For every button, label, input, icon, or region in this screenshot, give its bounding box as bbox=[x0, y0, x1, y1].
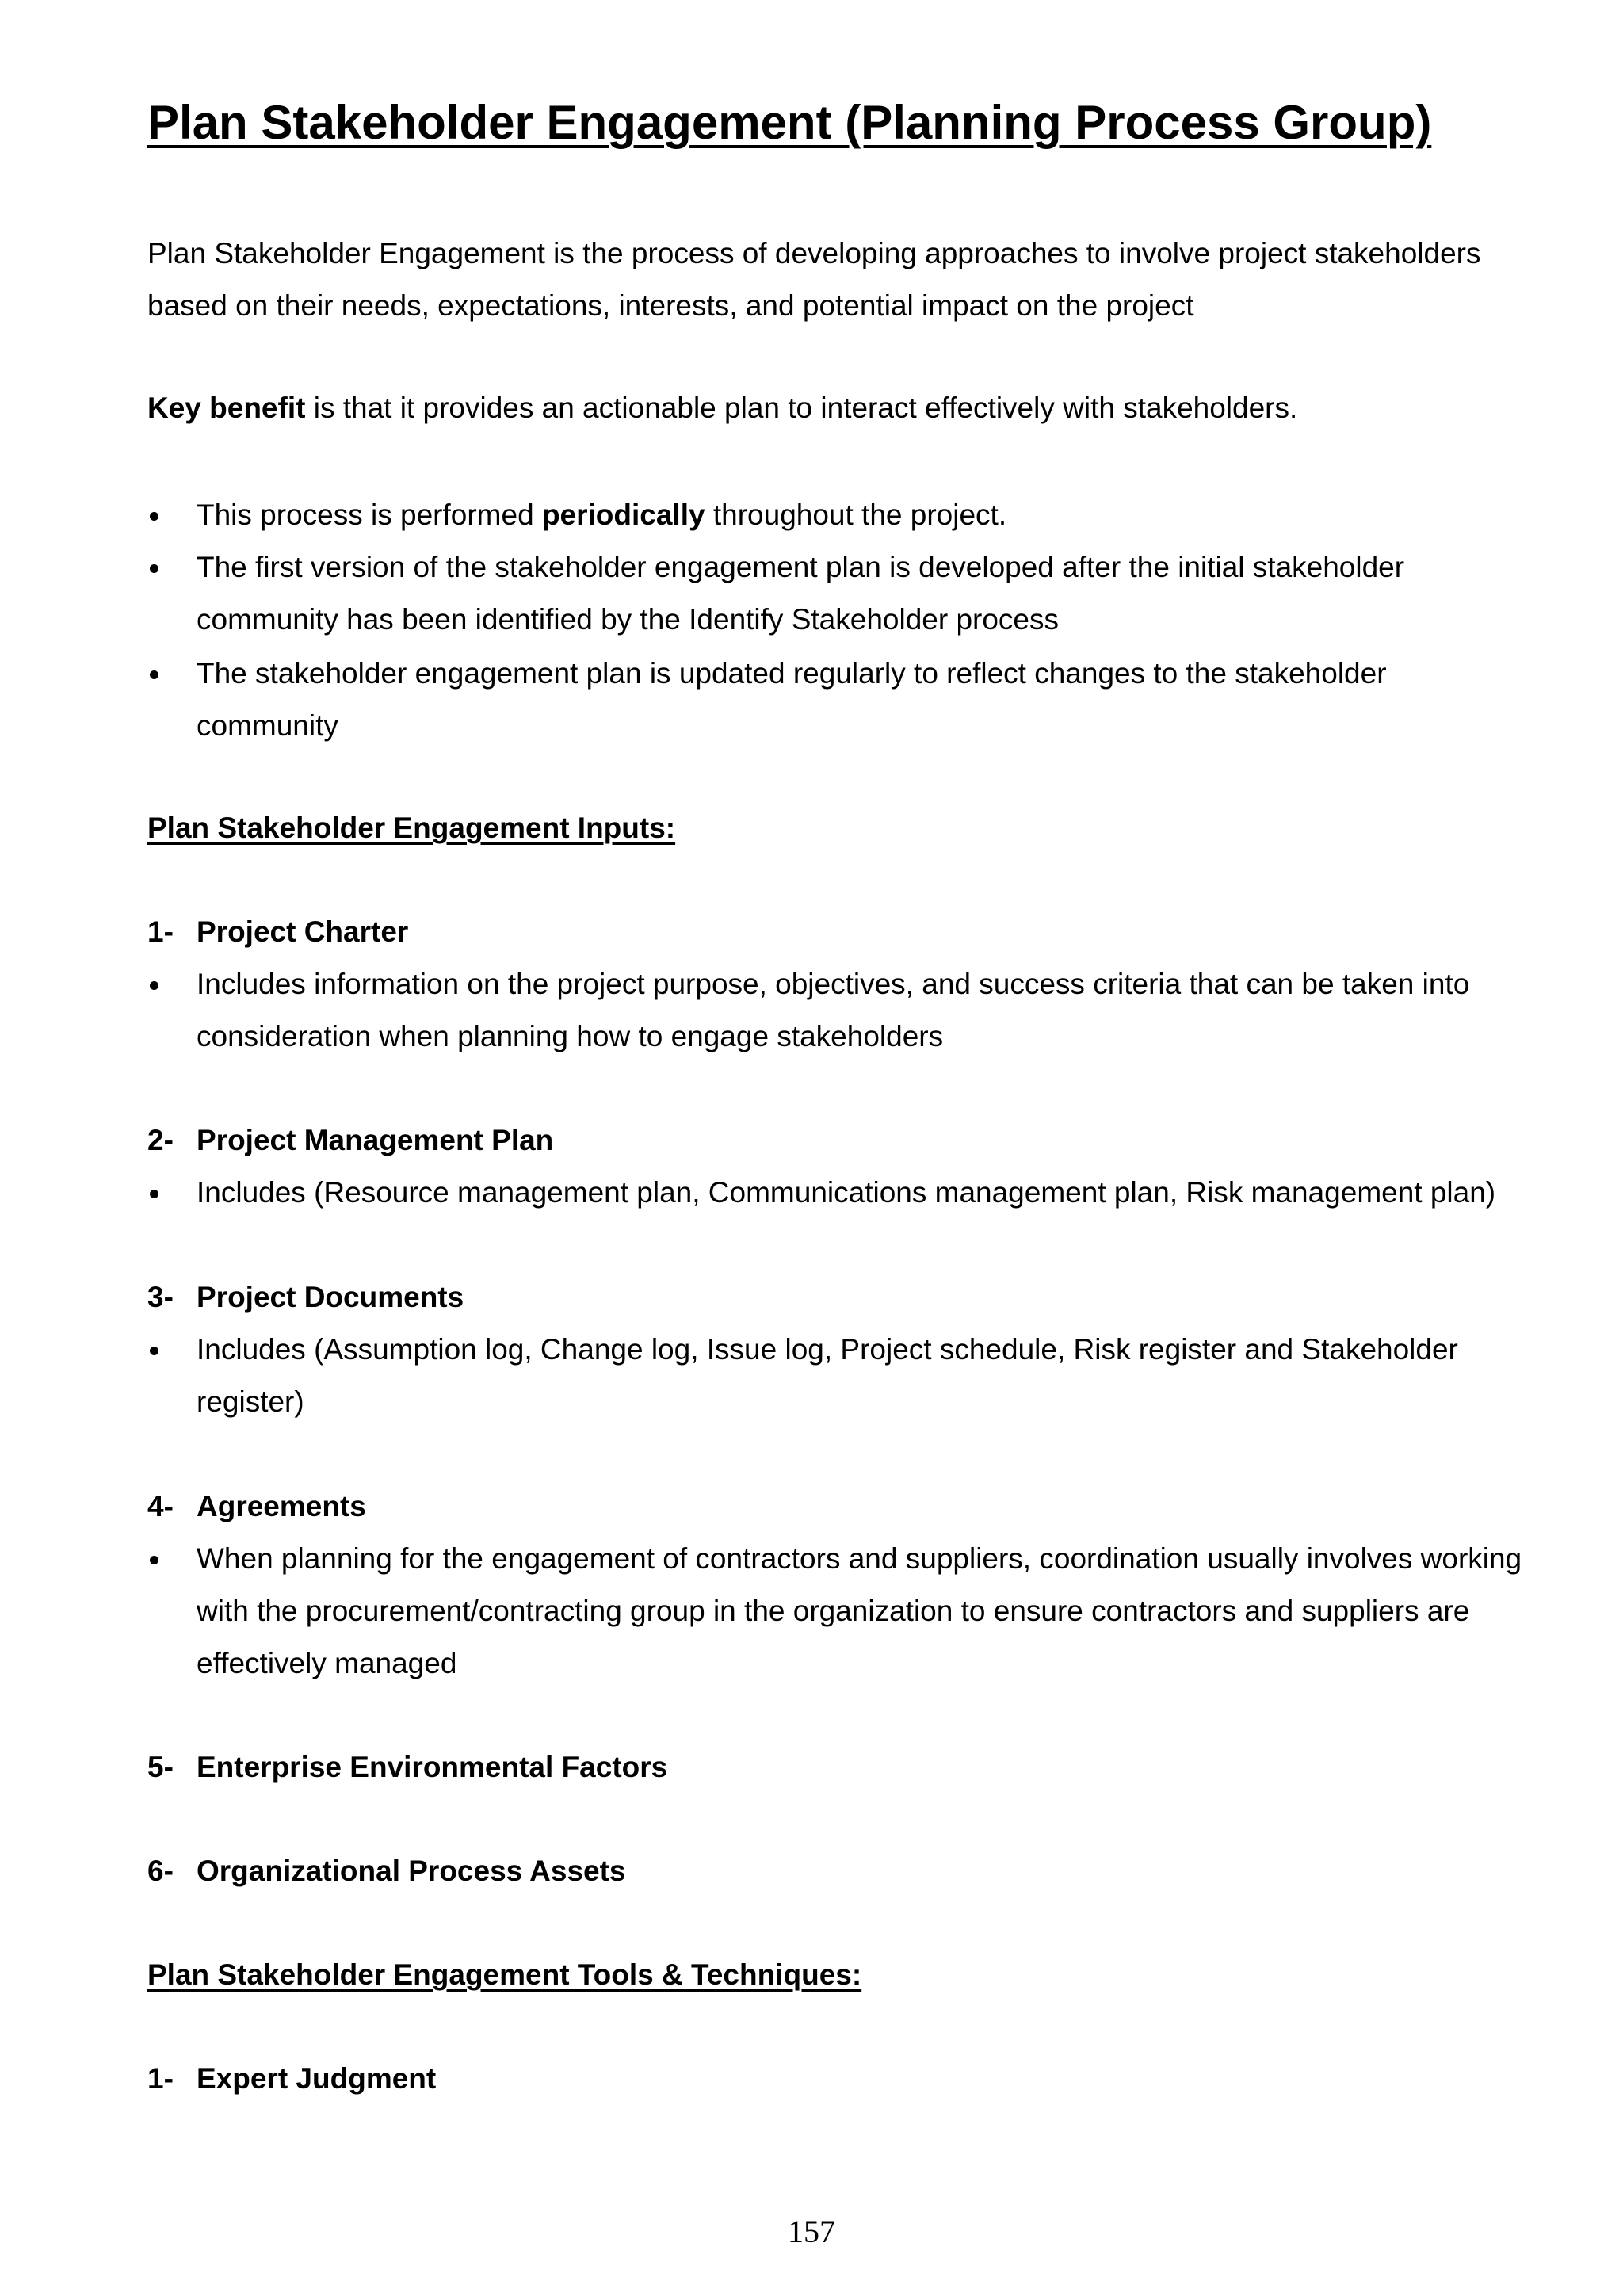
bullet-text: throughout the project. bbox=[705, 499, 1007, 531]
bullet-item bbox=[147, 648, 1534, 752]
input-item-title: 5- Enterprise Environmental Factors bbox=[147, 1751, 668, 1783]
tool-item-title: 1- Expert Judgment bbox=[147, 2062, 437, 2095]
page-title: Plan Stakeholder Engagement (Planning Process Group) bbox=[147, 96, 1432, 149]
bullet-item bbox=[147, 1533, 1534, 1690]
key-benefit-text: is that it provides an actionable plan to interact effectively with stakeholders. bbox=[305, 392, 1298, 424]
inputs-heading: Plan Stakeholder Engagement Inputs: bbox=[147, 812, 676, 844]
bullet-item bbox=[147, 958, 1534, 1063]
bullet-item bbox=[147, 489, 1534, 541]
bullet-text: The stakeholder engagement plan is updated regularly to reflect changes to the stakeholder community bbox=[197, 657, 1387, 742]
bullet-item bbox=[147, 541, 1534, 646]
intro-paragraph: Plan Stakeholder Engagement is the process of developing approaches to involve project stakeholders based on their needs, expectations, interests, and potential impact on the project bbox=[147, 237, 1481, 322]
page-number: 157 bbox=[788, 2214, 835, 2249]
bullet-emphasis: periodically bbox=[541, 499, 705, 531]
input-item-title: 1- Project Charter bbox=[147, 915, 409, 948]
bullet-item bbox=[147, 1324, 1534, 1428]
bullet-text: When planning for the engagement of contractors and suppliers, coordination usually involves working with the procurement/contracting group in the organization to ensure contractors and suppliers are effectively managed bbox=[197, 1542, 1522, 1679]
input-item-title: 6- Organizational Process Assets bbox=[147, 1855, 626, 1887]
bullet-item bbox=[147, 1167, 1534, 1219]
bullet-text: The first version of the stakeholder engagement plan is developed after the initial stakeholder community has been identified by the Identify Stakeholder process bbox=[197, 551, 1405, 636]
key-benefit-paragraph bbox=[147, 382, 1526, 434]
bullet-text: Includes (Resource management plan, Communications management plan, Risk management plan) bbox=[197, 1176, 1496, 1209]
bullet-text: This process is performed bbox=[197, 499, 542, 531]
key-benefit-label: Key benefit bbox=[147, 392, 306, 424]
input-item-title: 3- Project Documents bbox=[147, 1281, 464, 1313]
bullet-text: Includes information on the project purpose, objectives, and success criteria that can be taken into consideration when planning how to engage stakeholders bbox=[197, 968, 1470, 1052]
bullet-text: Includes (Assumption log, Change log, Issue log, Project schedule, Risk register and Stakeholder register) bbox=[197, 1333, 1458, 1418]
input-item-title: 4- Agreements bbox=[147, 1490, 366, 1522]
tools-heading: Plan Stakeholder Engagement Tools & Techniques: bbox=[147, 1958, 862, 1991]
input-item-title: 2- Project Management Plan bbox=[147, 1124, 554, 1156]
